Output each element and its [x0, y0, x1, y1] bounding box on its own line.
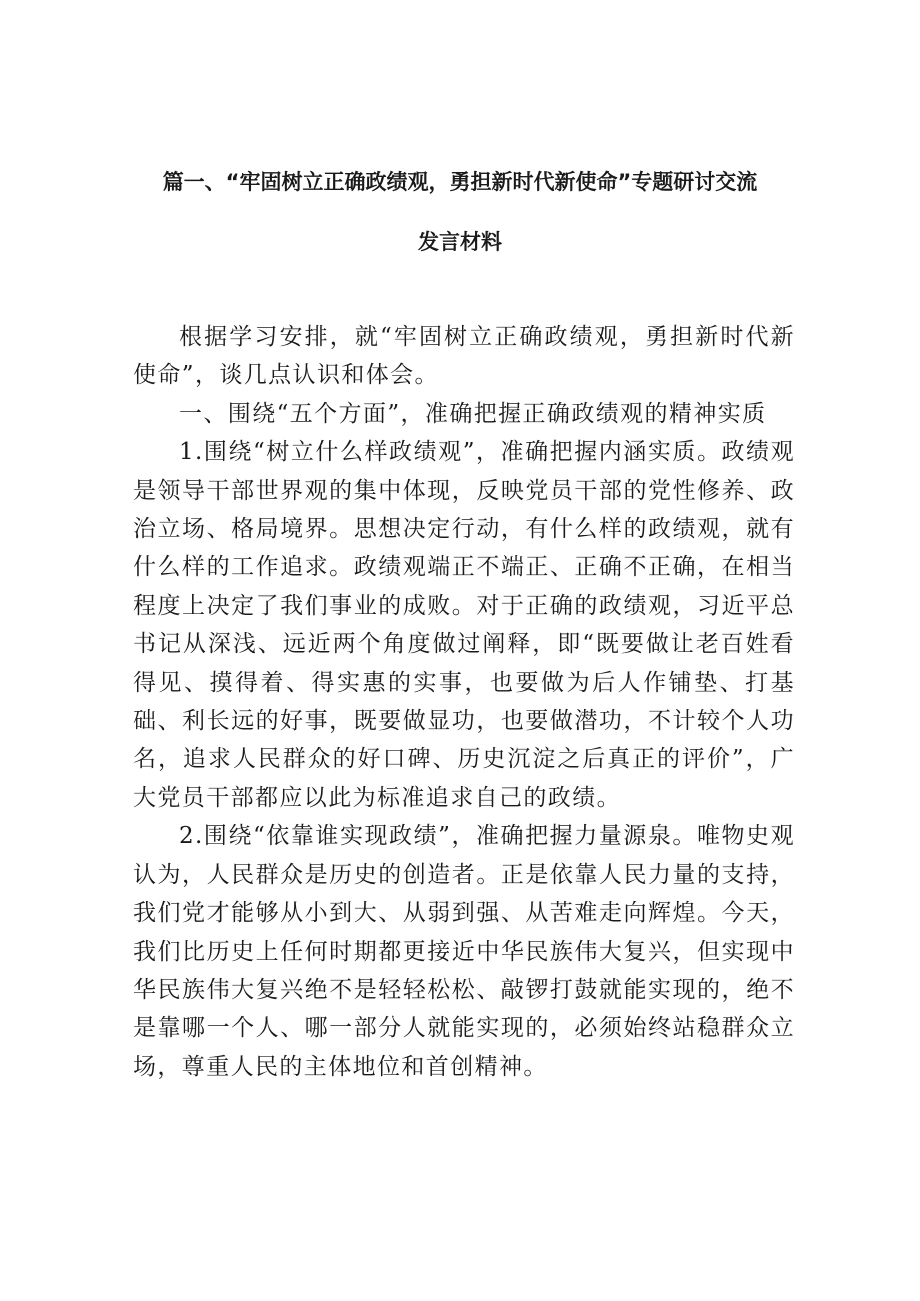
- document-title-line-1: 篇一、“牢固树立正确政绩观，勇担新时代新使命”专题研讨交流: [162, 170, 758, 194]
- paragraph-intro: 根据学习安排，就“牢固树立正确政绩观，勇担新时代新使命”，谈几点认识和体会。: [133, 324, 795, 389]
- document-body: [133, 318, 795, 1086]
- paragraph-point-1: 1.围绕“树立什么样政绩观”，准确把握内涵实质。政绩观是领导干部世界观的集中体现，反映党员干部的党性修养、政治立场、格局境界。思想决定行动，有什么样的政绩观，就有什么样的工作追求。政绩观端正不端正、正确不正确，在相当程度上决定了我们事业的成败。对于正确的政绩观，习近平总书记从深浅、远近两个角度做过阐释，即“既要做让老百姓看得见、摸得着、得实惠的实事，也要做为后人作铺垫、打基础、利长远的好事，既要做显功，也要做潜功，不计较个人功名，追求人民群众的好口碑、历史沉淀之后真正的评价”，广大党员干部都应以此为标准追求自己的政绩。: [133, 439, 795, 811]
- paragraph-point-2: 2.围绕“依靠谁实现政绩”，准确把握力量源泉。唯物史观认为，人民群众是历史的创造者。正是依靠人民力量的支持，我们党才能够从小到大、从弱到强、从苦难走向辉煌。今天，我们比历史上任何时期都更接近中华民族伟大复兴，但实现中华民族伟大复兴绝不是轻轻松松、敲锣打鼓就能实现的，绝不是靠哪一个人、哪一部分人就能实现的，必须始终站稳群众立场，尊重人民的主体地位和首创精神。: [133, 823, 795, 1080]
- document-title-line-2: 发言材料: [418, 230, 502, 254]
- section-heading-1: 一、围绕“五个方面”，准确把握正确政绩观的精神实质: [179, 400, 767, 427]
